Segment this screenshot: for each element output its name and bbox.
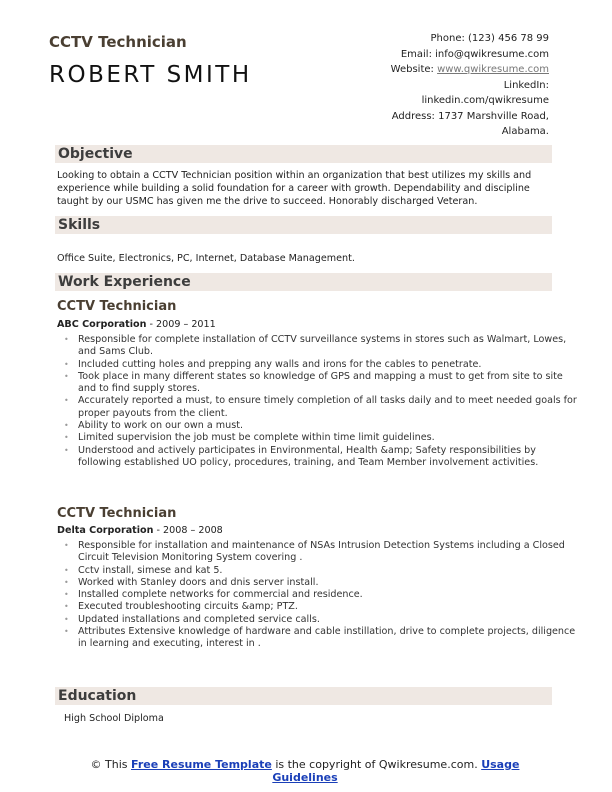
list-item: • Ability to work on our own a must. <box>78 420 578 432</box>
list-item: • Cctv install, simese and kat 5. <box>78 565 578 577</box>
contact-address-line1: Address: 1737 Marshville Road, <box>391 110 549 122</box>
job-bullets <box>57 334 578 469</box>
footer-middle: is the copyright of Qwikresume.com. <box>271 758 482 771</box>
list-item: • Understood and actively participates in Environmental, Health &amp; Safety responsibilities by following established UO policy, procedures, training, and Team Member involvement activities. <box>78 445 578 470</box>
job-company-line <box>57 319 216 330</box>
job-bullets <box>57 540 578 651</box>
job-role: CCTV Technician <box>57 506 177 521</box>
list-item: • Installed complete networks for commercial and residence. <box>78 589 578 601</box>
skills-text: Office Suite, Electronics, PC, Internet, Database Management. <box>57 253 355 264</box>
section-header-work-experience <box>55 273 552 291</box>
footer-prefix: © This <box>90 758 132 771</box>
list-item: • Responsible for installation and maintenance of NSAs Intrusion Detection Systems including a Closed Circuit Television Monitoring System covering . <box>78 540 578 565</box>
list-item: • Updated installations and completed service calls. <box>78 614 578 626</box>
header-job-title: CCTV Technician <box>49 33 187 51</box>
section-header-objective <box>55 145 552 163</box>
job-dates: - 2008 – 2008 <box>153 525 223 536</box>
website-link[interactable]: www.qwikresume.com <box>437 64 549 75</box>
job-dates: - 2009 – 2011 <box>146 319 216 330</box>
usage-guidelines-link[interactable]: Usage Guidelines <box>272 758 520 784</box>
contact-linkedin-value: linkedin.com/qwikresume <box>421 95 549 106</box>
section-title-skills: Skills <box>58 217 101 233</box>
list-item: • Responsible for complete installation of CCTV surveillance systems in stores such as Walmart, Lowes, and Sams Club. <box>78 334 578 359</box>
objective-text: Looking to obtain a CCTV Technician position within an organization that best utilizes my skills and experience while building a solid foundation for a career with growth. Dependability and discipline taught by our USMC has given me the drive to succeed. Honorably discharged Veteran. <box>57 170 532 207</box>
section-title-work-experience: Work Experience <box>58 274 191 290</box>
footer-copyright <box>70 758 540 784</box>
list-item: • Included cutting holes and prepping any walls and irons for the cables to penetrate. <box>78 359 578 371</box>
contact-email: Email: info@qwikresume.com <box>400 48 549 60</box>
section-header-skills <box>55 216 552 234</box>
job-company: ABC Corporation <box>57 319 147 330</box>
list-item: • Worked with Stanley doors and dnis server install. <box>78 577 578 589</box>
free-resume-template-link[interactable]: Free Resume Template <box>131 758 272 771</box>
list-item: • Took place in many different states so knowledge of GPS and mapping a must to get from site to site and to find supply stores. <box>78 371 578 396</box>
section-title-objective: Objective <box>58 146 133 162</box>
education-text: High School Diploma <box>64 713 164 724</box>
section-title-education: Education <box>58 688 137 704</box>
contact-website <box>289 62 549 78</box>
job-company: Delta Corporation <box>57 525 154 536</box>
list-item: • Limited supervision the job must be complete within time limit guidelines. <box>78 432 578 444</box>
contact-block <box>289 31 549 140</box>
list-item: • Accurately reported a must, to ensure timely completion of all tasks daily and to meet needed goals for proper payouts from the client. <box>78 395 578 420</box>
section-header-education <box>55 687 552 705</box>
contact-phone: Phone: (123) 456 78 99 <box>430 33 549 44</box>
contact-address-line2: Alabama. <box>501 126 549 137</box>
website-label: Website: <box>390 64 438 75</box>
list-item: • Executed troubleshooting circuits &amp; PTZ. <box>78 601 578 613</box>
job-company-line <box>57 525 223 536</box>
job-role: CCTV Technician <box>57 299 177 314</box>
candidate-name: ROBERT SMITH <box>49 62 252 88</box>
list-item: • Attributes Extensive knowledge of hardware and cable instillation, drive to complete projects, diligence in learning and executing, interest in . <box>78 626 578 651</box>
contact-linkedin-label: LinkedIn: <box>503 79 549 91</box>
